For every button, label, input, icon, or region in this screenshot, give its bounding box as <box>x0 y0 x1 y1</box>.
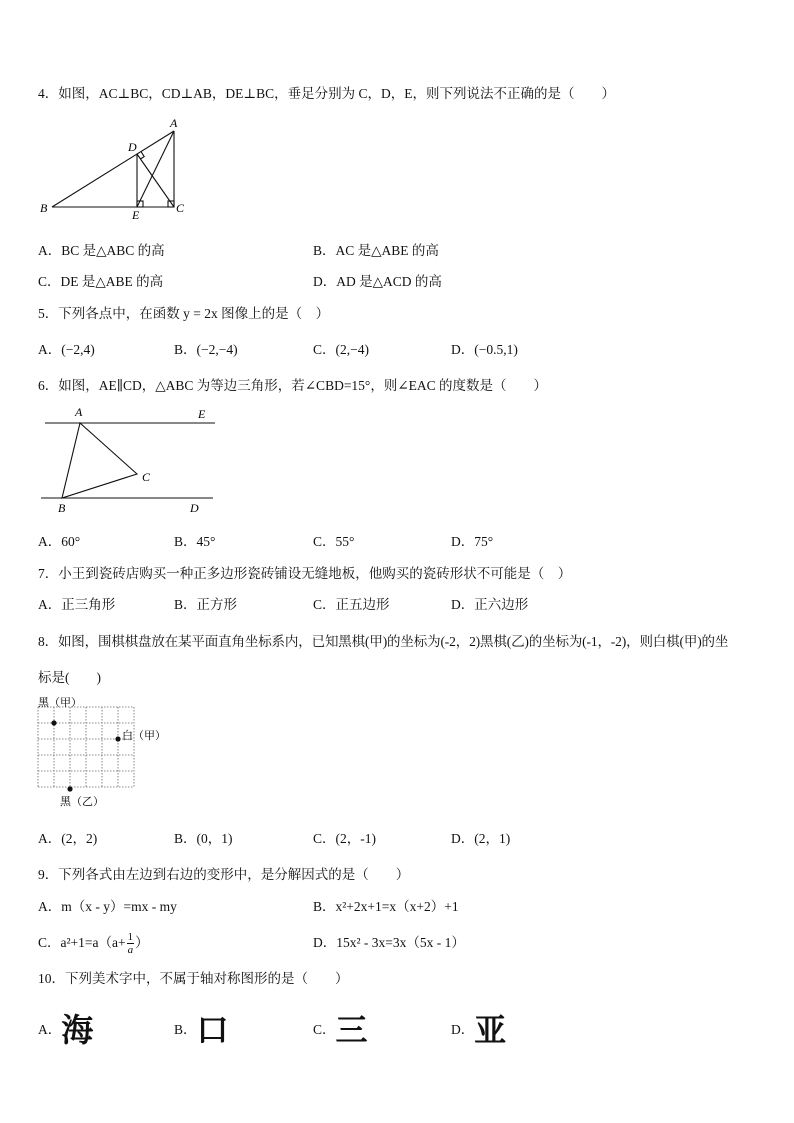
black-stone-a <box>51 720 56 725</box>
q4-label-B: B <box>40 201 48 215</box>
q10-option-a-letter: A． <box>38 1022 62 1037</box>
black-stone-b <box>67 786 72 791</box>
q9-option-a: A．m（x - y）=mx - my <box>38 899 177 914</box>
q4-option-d: D．AD 是△ACD 的高 <box>313 274 442 289</box>
q7-stem: 7．小王到瓷砖店购买一种正多边形瓷砖铺设无缝地板，他购买的瓷砖形状不可能是（ ） <box>38 566 572 581</box>
q8-option-c: C．(2，-1) <box>313 831 376 846</box>
q8-label-black-b: 黑（乙） <box>60 796 104 808</box>
q10-option-c <box>313 1005 368 1051</box>
q9-stem: 9．下列各式由左边到右边的变形中，是分解因式的是（ ） <box>38 867 410 882</box>
q6-option-a: A．60° <box>38 534 81 549</box>
q7-option-c: C．正五边形 <box>313 597 390 612</box>
q4-label-C: C <box>176 201 185 215</box>
q10-option-a <box>38 1005 93 1051</box>
q9-fraction <box>127 931 135 956</box>
q9-option-c <box>38 931 149 956</box>
q6-figure <box>38 402 223 517</box>
q5-stem: 5．下列各点中，在函数 y = 2x 图像上的是（ ） <box>38 306 330 321</box>
q8-stem-line2: 标是( ) <box>38 670 101 685</box>
q6-option-b: B．45° <box>174 534 216 549</box>
q9-fraction-numerator: 1 <box>127 931 134 944</box>
q6-option-c: C．55° <box>313 534 355 549</box>
q4-option-a: A．BC 是△ABC 的高 <box>38 243 165 258</box>
q5-option-d: D．(−0.5,1) <box>451 342 518 357</box>
q4-label-A: A <box>170 116 178 130</box>
q9-fraction-denominator: a <box>127 944 134 957</box>
q10-char-c: 三 <box>335 1011 368 1049</box>
q8-label-black-a: 黑（甲） <box>38 697 82 709</box>
q6-label-A: A <box>75 405 83 419</box>
q5-option-a: A．(−2,4) <box>38 342 95 357</box>
q8-go-board <box>34 692 174 810</box>
q10-option-d <box>451 1005 506 1051</box>
white-stone-a <box>115 736 120 741</box>
q10-option-c-letter: C． <box>313 1022 336 1037</box>
q10-option-b <box>174 1005 229 1051</box>
q10-option-b-letter: B． <box>174 1022 197 1037</box>
q8-option-d: D．(2，1) <box>451 831 511 846</box>
q6-label-D: D <box>190 501 199 515</box>
q6-label-E: E <box>198 407 206 421</box>
q9-option-c-text: C．a²+1=a（a+ <box>38 935 126 950</box>
q4-stem: 4．如图，AC⊥BC，CD⊥AB，DE⊥BC，垂足分别为 C，D，E，则下列说法不正确的是（ ） <box>38 86 615 101</box>
q8-stem-line1: 8．如图，围棋棋盘放在某平面直角坐标系内，已知黑棋(甲)的坐标为(-2，2)黑棋(乙)的坐标为(-1，-2)，则白棋(甲)的坐 <box>38 634 729 649</box>
q10-option-d-letter: D． <box>451 1022 475 1037</box>
q4-figure <box>30 112 200 220</box>
q5-option-c: C．(2,−4) <box>313 342 369 357</box>
q9-option-b: B．x²+2x+1=x（x+2）+1 <box>313 899 459 914</box>
q7-option-b: B．正方形 <box>174 597 238 612</box>
q6-label-C: C <box>142 470 151 484</box>
q10-char-b: 口 <box>196 1011 229 1049</box>
q10-char-a: 海 <box>61 1011 94 1049</box>
q8-option-b: B．(0，1) <box>174 831 233 846</box>
q4-label-D: D <box>128 140 137 154</box>
q6-stem: 6．如图，AE∥CD，△ABC 为等边三角形，若∠CBD=15°，则∠EAC 的度数是（ ） <box>38 378 548 393</box>
q10-char-d: 亚 <box>474 1011 507 1049</box>
q9-option-d: D．15x² - 3x=3x（5x - 1） <box>313 935 465 950</box>
q7-option-d: D．正六边形 <box>451 597 529 612</box>
q6-label-B: B <box>58 501 66 515</box>
q5-option-b: B．(−2,−4) <box>174 342 238 357</box>
q4-option-c: C．DE 是△ABE 的高 <box>38 274 164 289</box>
q4-option-b: B．AC 是△ABE 的高 <box>313 243 439 258</box>
q9-option-c-close: ） <box>135 935 149 950</box>
q6-option-d: D．75° <box>451 534 494 549</box>
q7-option-a: A．正三角形 <box>38 597 116 612</box>
q4-label-E: E <box>132 208 140 220</box>
q10-stem: 10．下列美术字中，不属于轴对称图形的是（ ） <box>38 971 349 986</box>
q8-label-white-a: 白（甲） <box>122 730 166 742</box>
q8-option-a: A．(2，2) <box>38 831 98 846</box>
